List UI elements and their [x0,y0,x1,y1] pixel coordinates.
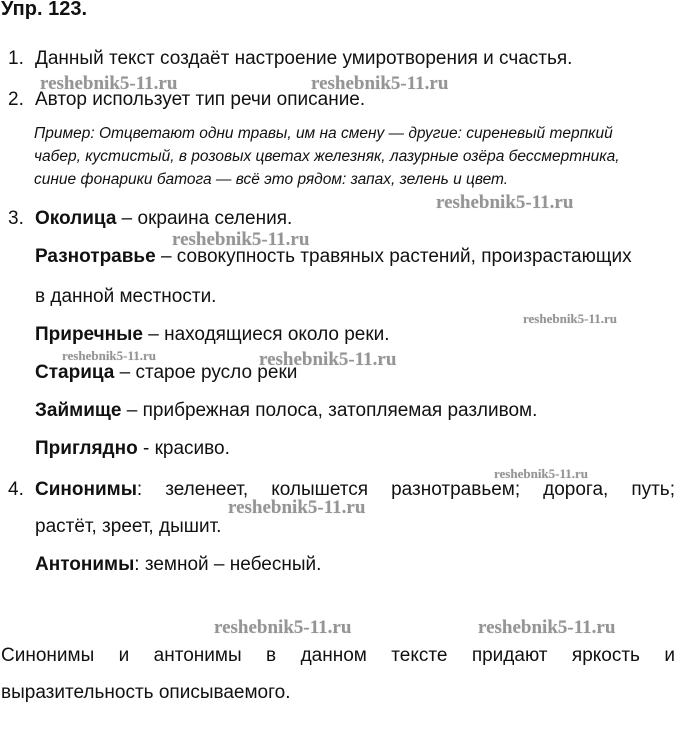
term-definition: – совокупность травяных растений, произрастающих [155,246,632,267]
term-definition: - красиво. [137,438,230,459]
item-4-number: 4. [8,479,24,500]
conclusion-line-2: выразительность описываемого. [1,682,291,703]
watermark: reshebnik5-11.ru [62,348,157,363]
exercise-title: Упр. 123. [1,0,88,20]
item-2-text: Автор использует тип речи описание. [35,89,366,110]
item-2-example: Пример: Отцветают одни травы, им на смену — другие: сиреневый терпкий чабер, кустистый, в розовых цветах железняк, лазурные озёра бессмертника, синие фонарики батога — всё это рядом: запах, зелень и цвет. [34,125,620,188]
synonyms-label: Синонимы [35,479,137,500]
watermark: reshebnik5-11.ru [494,466,589,481]
conclusion-line-1: Синонимы и антонимы в данном тексте придают яркость и [1,645,675,666]
watermark: reshebnik5-11.ru [478,617,616,638]
item-2-number: 2. [8,89,24,110]
watermark: reshebnik5-11.ru [214,617,352,638]
antonyms-label: Антонимы [35,554,135,575]
watermark: reshebnik5-11.ru [523,311,618,326]
synonyms-text: : зеленеет, колышется разнотравьем; дорога, путь; [136,479,675,500]
term-label: Приглядно [35,438,138,459]
antonyms-text: : земной – небесный. [134,554,322,575]
watermark: reshebnik5-11.ru [436,192,574,213]
term-zaimishche [35,400,537,422]
term-definition: – старое русло реки [114,362,298,383]
synonyms-continuation: растёт, зреет, дышит. [35,516,222,537]
watermark: reshebnik5-11.ru [40,73,178,94]
watermark: reshebnik5-11.ru [172,229,310,250]
term-definition: – окраина селения. [116,208,293,229]
watermark: reshebnik5-11.ru [311,73,449,94]
item-1-number: 1. [8,48,24,69]
term-prirechnye [35,324,390,346]
term-label: Приречные [35,324,143,345]
term-prigliadno [35,438,230,460]
term-okolitsa [35,208,292,230]
term-definition: – находящиеся около реки. [142,324,390,345]
term-definition: – прибрежная полоса, затопляемая разливом. [121,400,538,421]
antonyms-line [35,554,321,576]
term-raznotravie-continuation: в данной местности. [35,286,217,307]
term-label: Займище [35,400,122,421]
item-1-text: Данный текст создаёт настроение умиротворения и счастья. [35,48,573,69]
term-label: Разнотравье [35,246,156,267]
watermark: reshebnik5-11.ru [259,349,397,370]
term-label: Околица [35,208,117,229]
watermark: reshebnik5-11.ru [228,497,366,518]
term-label: Старица [35,362,115,383]
term-raznotravie [35,246,632,268]
item-3-number: 3. [8,208,24,229]
